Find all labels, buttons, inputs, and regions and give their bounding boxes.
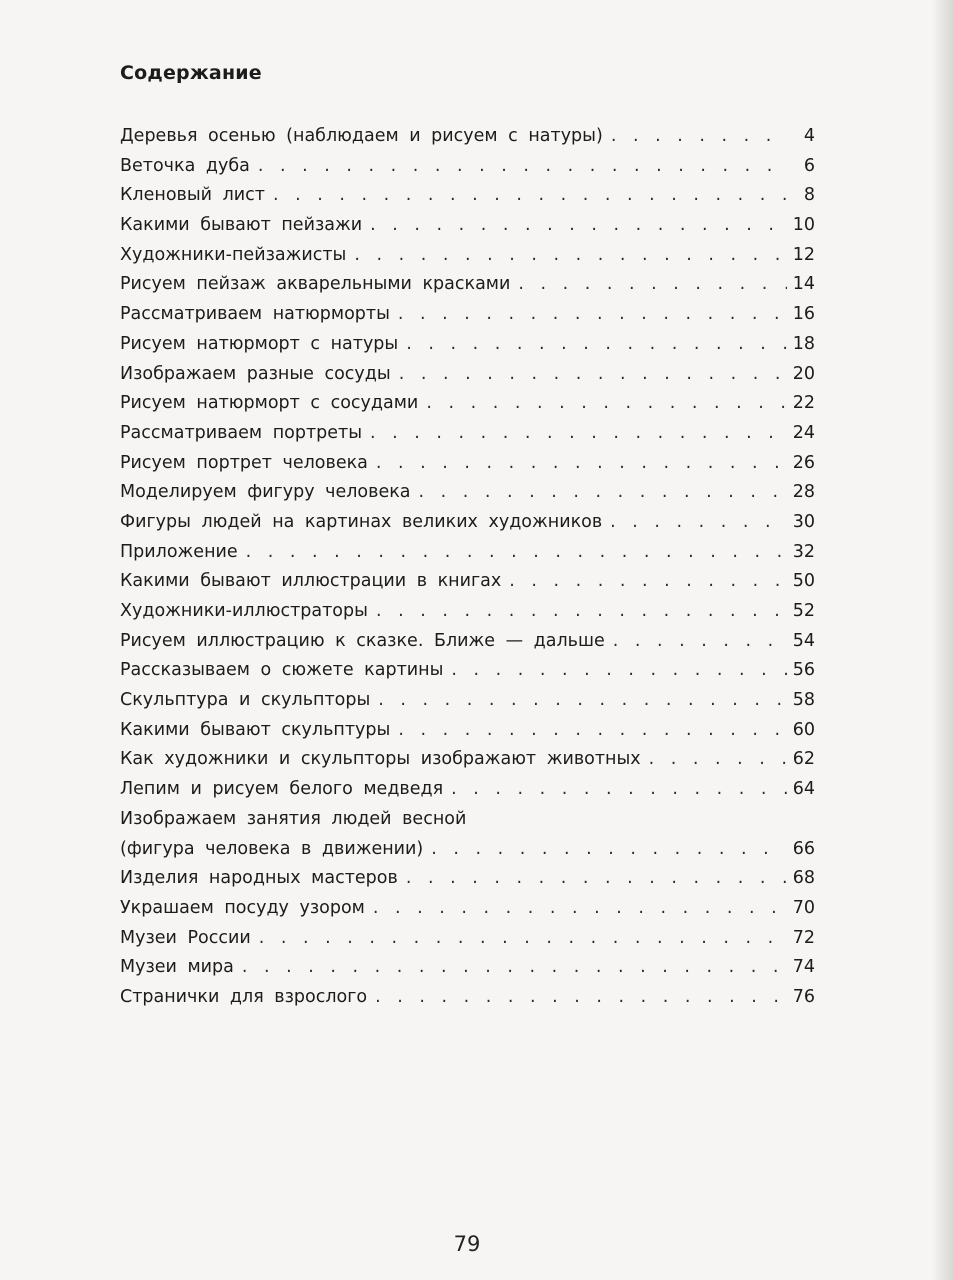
toc-entry-label: Деревья осенью (наблюдаем и рисуем с натуры) (120, 126, 603, 146)
toc-entry-label: Какими бывают пейзажи (120, 215, 363, 236)
toc-entry (120, 805, 815, 835)
toc-entry-page: 10 (792, 215, 815, 236)
toc-dot-leader (376, 449, 787, 479)
toc-entry (120, 627, 815, 657)
toc-entry-label: Рисуем пейзаж акварельными красками (120, 274, 511, 295)
toc-entry (120, 656, 815, 686)
toc-entry (120, 686, 815, 716)
toc-dot-leader (419, 478, 787, 508)
toc-entry-label: Скульптура и скульпторы (120, 690, 371, 711)
toc-entry (120, 924, 815, 954)
toc-entry-page: 14 (792, 274, 815, 295)
toc-entry-label: Лепим и рисуем белого медведя (120, 779, 444, 800)
toc-dot-leader (259, 924, 787, 954)
toc-entry-label: Рассматриваем портреты (120, 422, 363, 443)
toc-dot-leader (246, 538, 787, 568)
toc-dot-leader (431, 835, 786, 865)
toc-dot-leader (273, 181, 787, 211)
toc-entry (120, 835, 815, 865)
toc-dot-leader (375, 983, 787, 1013)
toc-entry-label: Рисуем иллюстрацию к сказке. Ближе — дальше (120, 630, 605, 651)
toc-entry-page: 50 (792, 571, 815, 592)
toc-entry-page: 54 (792, 630, 815, 651)
toc-entry-page: 18 (792, 333, 815, 354)
toc-dot-leader (373, 894, 787, 924)
toc-dot-leader (370, 211, 787, 241)
toc-entry (120, 300, 815, 330)
toc-entry (120, 864, 815, 894)
toc-entry-page: 28 (792, 482, 815, 503)
toc-dot-leader (613, 627, 787, 657)
toc-entry-label: (фигура человека в движении) (120, 838, 424, 859)
toc-entry-label: Какими бывают скульптуры (120, 719, 391, 740)
toc-entry-label: Как художники и скульпторы изображают животных (120, 749, 641, 770)
toc-entry (120, 567, 815, 597)
toc-dot-leader (649, 745, 787, 775)
toc-entry (120, 538, 815, 568)
toc-entry-label: Изображаем занятия людей весной (120, 808, 467, 829)
toc-dot-leader (242, 953, 787, 983)
toc-entry (120, 716, 815, 746)
toc-entry-page: 68 (792, 868, 815, 889)
page-number: 79 (453, 1232, 481, 1256)
toc-entry-page: 64 (792, 779, 815, 800)
toc-entry-label: Странички для взрослого (120, 986, 368, 1007)
toc-entry (120, 152, 815, 182)
toc-entry-label: Изделия народных мастеров (120, 868, 398, 889)
toc-dot-leader (451, 656, 786, 686)
toc-entry-label: Рисуем натюрморт с натуры (120, 333, 399, 354)
toc-entry-page: 4 (803, 126, 815, 146)
toc-entry-label: Музеи мира (120, 957, 234, 978)
toc-entry (120, 122, 815, 152)
toc-entry-page: 52 (792, 601, 815, 621)
toc-entry-page: 8 (803, 185, 815, 206)
toc-dot-leader (354, 241, 786, 271)
toc-entry (120, 983, 815, 1013)
toc-entry (120, 508, 815, 538)
toc-entry-page: 32 (792, 541, 815, 562)
toc-entry (120, 241, 815, 271)
toc-entry-page: 20 (792, 363, 815, 384)
toc-entry (120, 894, 815, 924)
toc-entry-label: Приложение (120, 541, 238, 562)
toc-title: Содержание (120, 62, 262, 84)
toc-entry-page: 62 (792, 749, 815, 770)
toc-dot-leader (518, 270, 786, 300)
toc-entry-label: Музеи России (120, 927, 251, 948)
toc-entry-page: 76 (792, 986, 815, 1007)
toc-entry-page: 60 (792, 719, 815, 740)
toc-dot-leader (406, 864, 787, 894)
toc-dot-leader (399, 360, 787, 390)
toc-dot-leader (398, 300, 787, 330)
toc-entry-label: Кленовый лист (120, 185, 265, 206)
toc-entry-label: Рассказываем о сюжете картины (120, 660, 444, 681)
toc-entry-page: 58 (792, 690, 815, 711)
toc-entry-label: Моделируем фигуру человека (120, 482, 411, 503)
toc-entry-page: 66 (792, 838, 815, 859)
toc-dot-leader (398, 716, 786, 746)
toc-entry-page: 26 (792, 452, 815, 473)
toc-entry (120, 953, 815, 983)
page-edge-shadow (932, 0, 954, 1280)
toc-entry-label: Рисуем портрет человека (120, 452, 368, 473)
toc-entry-page: 12 (792, 244, 815, 265)
toc-entry (120, 270, 815, 300)
toc-dot-leader (376, 597, 787, 627)
toc-dot-leader (258, 152, 787, 182)
toc-entry (120, 597, 815, 627)
toc-entry-label: Изображаем разные сосуды (120, 363, 391, 384)
toc-entry (120, 449, 815, 479)
toc-entry (120, 181, 815, 211)
toc-entry-label: Художники-иллюстраторы (120, 601, 368, 621)
toc-dot-leader (611, 122, 787, 152)
toc-entry-page: 30 (792, 511, 815, 532)
toc-entry (120, 745, 815, 775)
toc-entry (120, 478, 815, 508)
toc-entry (120, 419, 815, 449)
toc-entry (120, 775, 815, 805)
toc-entry-page: 22 (792, 393, 815, 414)
toc-entry-page: 72 (792, 927, 815, 948)
toc-dot-leader (426, 389, 786, 419)
toc-entry-page: 70 (792, 897, 815, 918)
toc-dot-leader (509, 567, 786, 597)
toc-entry-label: Веточка дуба (120, 155, 250, 176)
toc-entry (120, 360, 815, 390)
toc-entry (120, 330, 815, 360)
toc-entry-label: Фигуры людей на картинах великих художников (120, 511, 603, 532)
toc-dot-leader (370, 419, 787, 449)
toc-entry (120, 211, 815, 241)
toc-entry-page: 24 (792, 422, 815, 443)
toc-dot-leader (378, 686, 786, 716)
toc-entry-label: Рисуем натюрморт с сосудами (120, 393, 419, 414)
table-of-contents (120, 122, 815, 1013)
toc-entry-page: 16 (792, 304, 815, 325)
toc-entry-label: Рассматриваем натюрморты (120, 304, 390, 325)
toc-entry (120, 389, 815, 419)
toc-entry-page: 74 (792, 957, 815, 978)
toc-dot-leader (451, 775, 787, 805)
toc-entry-label: Украшаем посуду узором (120, 897, 365, 918)
toc-entry-label: Художники-пейзажисты (120, 244, 347, 265)
toc-entry-label: Какими бывают иллюстрации в книгах (120, 571, 502, 592)
toc-entry-page: 56 (792, 660, 815, 681)
toc-dot-leader (610, 508, 787, 538)
toc-entry-page: 6 (803, 155, 815, 176)
toc-dot-leader (406, 330, 786, 360)
